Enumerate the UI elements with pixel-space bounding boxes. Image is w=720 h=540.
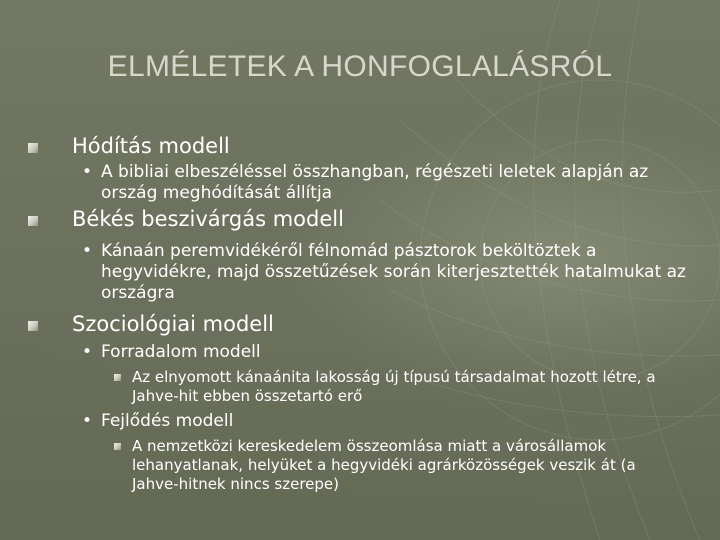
sub-item-text: A bibliai elbeszéléssel összhangban, régészeti leletek alapján az ország meghódítását állítja — [101, 162, 649, 203]
sub-item-text: Forradalom modell — [101, 342, 261, 362]
square-bullet-icon — [114, 374, 121, 381]
detail-text: Az elnyomott kánaánita lakosság új típusú társadalmat hozott létre, a Jahve-hit ebben összetartó erő — [132, 368, 656, 405]
sub-item-text: Kánaán peremvidékéről félnomád pásztorok beköltöztek a hegyvidékre, majd összetűzések során kiterjesztették hatalmukat az országra — [101, 241, 686, 303]
dot-bullet-icon: • — [82, 162, 93, 182]
dot-bullet-icon: • — [82, 241, 93, 261]
sub-item-text: Fejlődés modell — [101, 411, 234, 431]
square-bullet-icon — [28, 143, 38, 153]
square-bullet-icon — [114, 443, 121, 450]
square-bullet-icon — [28, 216, 38, 226]
detail-text: A nemzetközi kereskedelem összeomlása miatt a városállamok lehanyatlanak, helyüket a hegyvidéki agrárközösségek veszik át (a Jahve-hitnek nincs szerepe) — [132, 437, 636, 493]
dot-bullet-icon: • — [82, 411, 93, 431]
dot-bullet-icon: • — [82, 342, 93, 362]
slide-title: ELMÉLETEK A HONFOGLALÁSRÓL — [107, 50, 613, 83]
square-bullet-icon — [28, 321, 38, 331]
item-label: Hódítás modell — [72, 134, 230, 158]
item-label: Békés beszivárgás modell — [72, 207, 344, 231]
item-label: Szociológiai modell — [72, 312, 274, 336]
